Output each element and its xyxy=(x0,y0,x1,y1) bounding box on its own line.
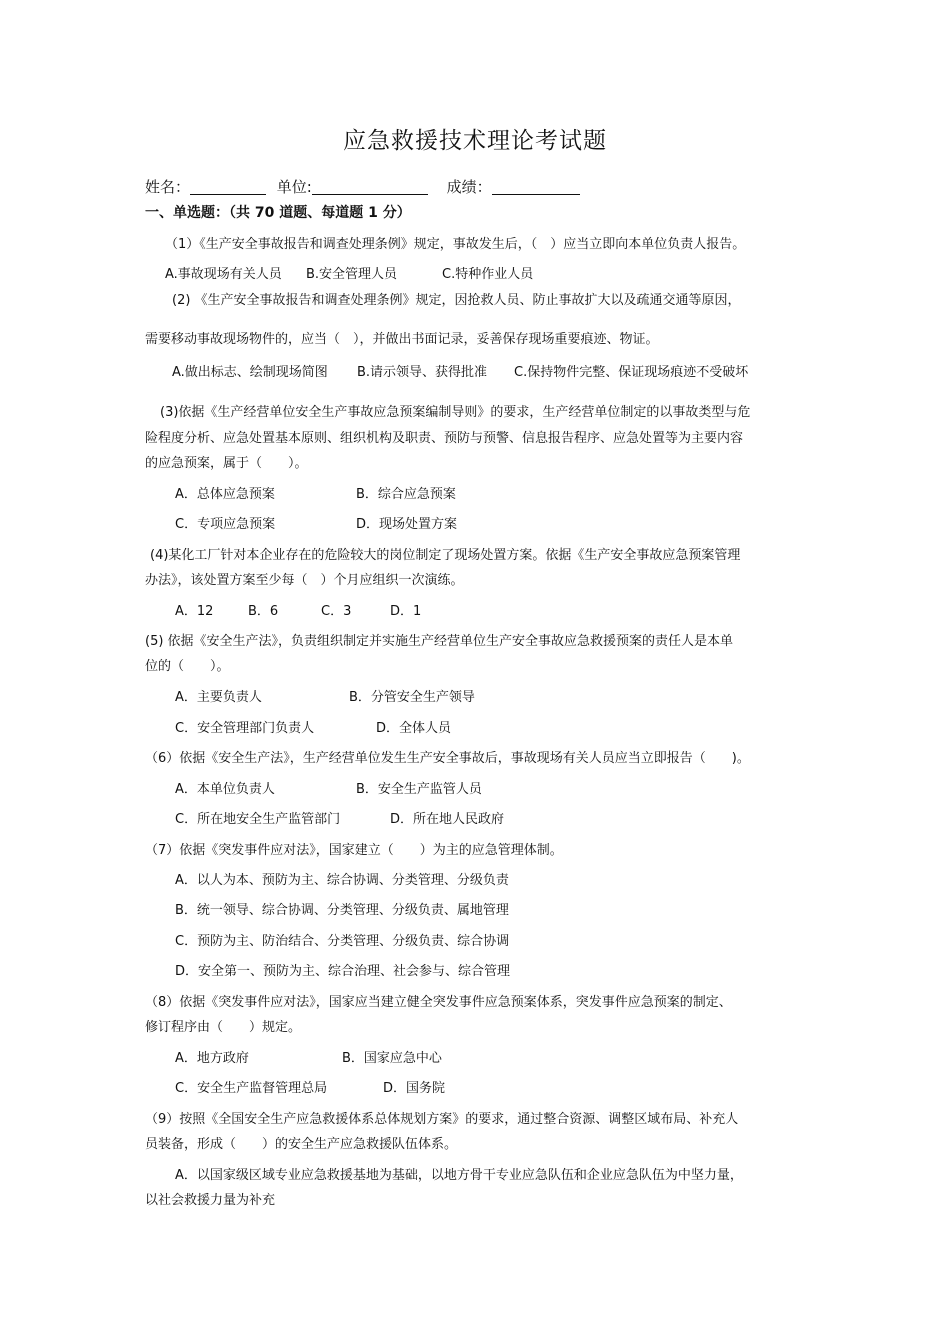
q8-option-c[interactable]: C．安全生产监督管理总局 xyxy=(175,1081,328,1096)
q5-option-c[interactable]: C．安全管理部门负责人 xyxy=(175,721,315,736)
q1-option-b[interactable]: B.安全管理人员 xyxy=(306,267,398,282)
q6-option-d[interactable]: D．所在地人民政府 xyxy=(390,812,505,827)
question-3-text: (3)依据《生产经营单位安全生产事故应急预案编制导则》的要求，生产经营单位制定的以事故类型与危 xyxy=(160,405,751,420)
page-title: 应急救援技术理论考试题 xyxy=(343,128,607,154)
question-7-text: （7）依据《突发事件应对法》，国家建立（ ）为主的应急管理体制。 xyxy=(145,843,563,858)
name-field[interactable] xyxy=(190,180,266,195)
q3-option-a[interactable]: A．总体应急预案 xyxy=(175,487,275,502)
question-3-text-cont-1: 险程度分析、应急处置基本原则、组织机构及职责、预防与预警、信息报告程序、应急处置等为主要内容 xyxy=(145,431,744,446)
q7-option-b[interactable]: B．统一领导、综合协调、分类管理、分级负责、属地管理 xyxy=(175,903,509,918)
question-1-text: （1）《生产安全事故报告和调查处理条例》规定，事故发生后，（ ）应当立即向本单位负责人报告。 xyxy=(165,237,746,252)
unit-label: 单位: xyxy=(276,178,312,196)
q5-option-d[interactable]: D．全体人员 xyxy=(376,721,452,736)
question-4-text-cont: 办法》，该处置方案至少每（ ）个月应组织一次演练。 xyxy=(145,573,464,588)
question-4-text: (4)某化工厂针对本企业存在的危险较大的岗位制定了现场处置方案。依据《生产安全事故应急预案管理 xyxy=(150,548,741,563)
q3-option-c[interactable]: C．专项应急预案 xyxy=(175,517,276,532)
q9-option-a-cont: 以社会救援力量为补充 xyxy=(145,1193,276,1208)
q1-option-c[interactable]: C.特种作业人员 xyxy=(442,267,534,282)
q7-option-d[interactable]: D．安全第一、预防为主、综合治理、社会参与、综合管理 xyxy=(175,964,511,979)
info-row xyxy=(145,179,580,195)
score-label: 成绩： xyxy=(446,178,492,196)
q3-option-d[interactable]: D．现场处置方案 xyxy=(356,517,458,532)
question-9-text-cont: 员装备，形成（ ）的安全生产应急救援队伍体系。 xyxy=(145,1137,458,1152)
q4-option-b[interactable]: B．6 xyxy=(248,604,279,619)
q8-option-a[interactable]: A．地方政府 xyxy=(175,1051,249,1066)
q4-option-c[interactable]: C．3 xyxy=(321,604,352,619)
q4-option-a[interactable]: A．12 xyxy=(175,604,214,619)
section-heading: 一、单选题：（共 70 道题、每道题 1 分） xyxy=(145,205,411,221)
q1-option-a[interactable]: A.事故现场有关人员 xyxy=(165,267,282,282)
question-8-text-cont: 修订程序由（ ）规定。 xyxy=(145,1020,302,1035)
q6-option-a[interactable]: A．本单位负责人 xyxy=(175,782,275,797)
q6-option-c[interactable]: C．所在地安全生产监管部门 xyxy=(175,812,341,827)
question-2-text: (2) 《生产安全事故报告和调查处理条例》规定，因抢救人员、防止事故扩大以及疏通交通等原因， xyxy=(172,293,741,308)
q5-option-b[interactable]: B．分管安全生产领导 xyxy=(349,690,475,705)
unit-field[interactable] xyxy=(312,180,428,195)
q8-option-d[interactable]: D．国务院 xyxy=(383,1081,446,1096)
score-field[interactable] xyxy=(492,180,580,195)
q2-option-b[interactable]: B.请示领导、获得批准 xyxy=(357,365,488,380)
q4-option-d[interactable]: D．1 xyxy=(390,604,422,619)
q2-option-c[interactable]: C.保持物件完整、保证现场痕迹不受破坏 xyxy=(514,365,749,380)
question-2-text-cont: 需要移动事故现场物件的，应当（ ），并做出书面记录，妥善保存现场重要痕迹、物证。 xyxy=(145,332,659,347)
q2-option-a[interactable]: A.做出标志、绘制现场简图 xyxy=(172,365,328,380)
question-6-text: （6）依据《安全生产法》，生产经营单位发生生产安全事故后，事故现场有关人员应当立即报告（ )。 xyxy=(145,751,750,766)
q8-option-b[interactable]: B．国家应急中心 xyxy=(342,1051,442,1066)
q6-option-b[interactable]: B．安全生产监管人员 xyxy=(356,782,482,797)
question-5-text: (5) 依据《安全生产法》，负责组织制定并实施生产经营单位生产安全事故应急救援预案的责任人是本单 xyxy=(145,634,734,649)
q5-option-a[interactable]: A．主要负责人 xyxy=(175,690,262,705)
q7-option-c[interactable]: C．预防为主、防治结合、分类管理、分级负责、综合协调 xyxy=(175,934,510,949)
question-8-text: （8）依据《突发事件应对法》，国家应当建立健全突发事件应急预案体系，突发事件应急预案的制定、 xyxy=(145,995,732,1010)
q9-option-a[interactable]: A．以国家级区域专业应急救援基地为基础，以地方骨干专业应急队伍和企业应急队伍为中坚力量， xyxy=(175,1168,743,1183)
q7-option-a[interactable]: A．以人为本、预防为主、综合协调、分类管理、分级负责 xyxy=(175,873,509,888)
name-label: 姓名： xyxy=(145,178,191,196)
question-3-text-cont-2: 的应急预案，属于（ ）。 xyxy=(145,456,308,471)
q3-option-b[interactable]: B．综合应急预案 xyxy=(356,487,456,502)
question-5-text-cont: 位的（ ）。 xyxy=(145,659,230,674)
question-9-text: （9）按照《全国安全生产应急救援体系总体规划方案》的要求，通过整合资源、调整区域布局、补充人 xyxy=(145,1112,739,1127)
